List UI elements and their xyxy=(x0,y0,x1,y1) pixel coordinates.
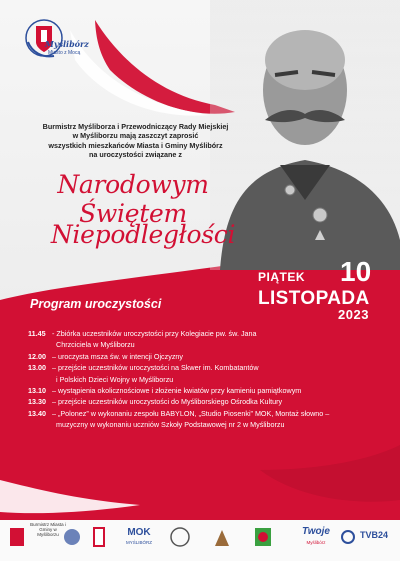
program-text: – uroczysta msza św. w intencji Ojczyzny xyxy=(52,351,184,361)
logo-name: Myślibórz xyxy=(45,39,89,49)
program-item xyxy=(28,396,388,407)
invitation-text xyxy=(18,122,253,160)
program-text: – „Polonez” w wykonaniu zespołu BABYLON, „Studio Piosenki” MOK, Montaż słowno – xyxy=(52,408,330,418)
program-time: 13.00 xyxy=(28,363,46,373)
date-year: 2023 xyxy=(338,307,369,322)
program-time: 11.45 xyxy=(28,329,46,338)
date-day-number: 10 xyxy=(340,256,372,287)
sponsor-mok-sub: MYŚLIBÓRZ xyxy=(125,540,152,545)
sponsor-twoje: Twoje xyxy=(302,526,330,537)
program-text-cont: i Polskich Dzieci Wojny w Myśliborzu xyxy=(56,374,174,384)
intro-line: wszystkich mieszkańców Miasta i Gminy Myślibórz xyxy=(48,140,223,150)
event-title-line1: Narodowym Świętem xyxy=(57,170,209,228)
logo-tagline: Miasto z Mocą xyxy=(48,50,81,56)
program-item xyxy=(28,351,388,362)
intro-line: Burmistrz Myśliborza i Przewodniczący Rady Miejskiej xyxy=(42,122,229,131)
program-text-cont: Chrzciciela w Myśliborzu xyxy=(56,340,135,350)
program-text: - Zbiórka uczestników uroczystości przy Kolegiacie pw. św. Jana xyxy=(52,329,257,338)
program-text-cont: muzyczny w wykonaniu uczniów Szkoły Podstawowej nr 2 w Myśliborzu xyxy=(56,420,285,430)
program-text: – przejście uczestników uroczystości na Skwer im. Kombatantów xyxy=(52,363,259,373)
sponsor-burmistrz: Burmistrz Miasta i Gminy w Myśliborzu xyxy=(30,522,66,537)
program-text: – przejście uczestników uroczystości do Myśliborskiego Ośrodka Kultury xyxy=(52,397,283,407)
date-day-name: PIĄTEK xyxy=(258,270,306,284)
intro-line: w Myśliborzu mają zaszczyt zaprosić xyxy=(72,131,199,141)
program-time: 13.40 xyxy=(28,408,46,418)
date-month: LISTOPADA xyxy=(258,288,370,309)
event-title-line2: Niepodległości xyxy=(50,220,236,249)
program-item xyxy=(28,328,388,339)
program-time: 13.30 xyxy=(28,397,46,407)
intro-line: na uroczystości związane z xyxy=(88,150,183,160)
program-time: 13.10 xyxy=(28,386,46,396)
program-item xyxy=(28,408,388,419)
sponsor-tvb24: TVB24 xyxy=(359,530,388,540)
sponsor-twoje-sub: Myślibórz xyxy=(306,540,326,545)
program-item xyxy=(28,385,388,396)
sponsor-mok: MOK xyxy=(127,527,151,538)
program-item xyxy=(28,362,388,373)
program-text: – wystąpienia okolicznościowe i złożenie kwiatów przy kamieniu pamiątkowym xyxy=(52,386,302,396)
program-list xyxy=(28,328,388,431)
program-time: 12.00 xyxy=(28,351,46,361)
program-heading: Program uroczystości xyxy=(30,297,162,311)
